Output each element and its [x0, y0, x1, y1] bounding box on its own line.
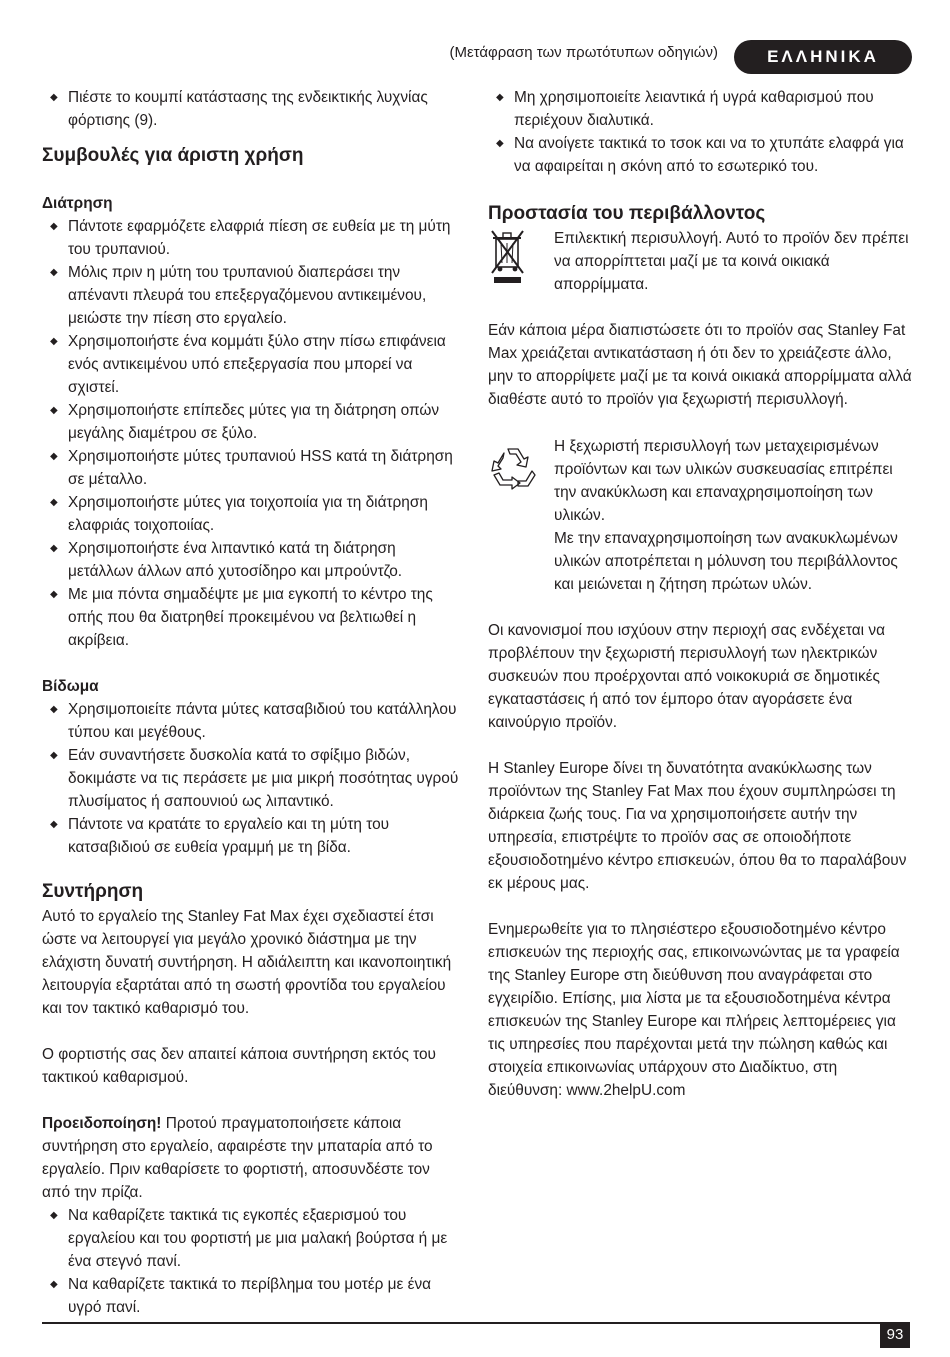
list-item: ◆ Με μια πόντα σημαδέψτε με μια εγκοπή το κέντρο της οπής που θα διατρηθεί προκειμένου να βελτιωθεί η ακρίβεια.	[42, 583, 462, 652]
recycle-text: Η ξεχωριστή περισυλλογή των μεταχειρισμένων προϊόντων και των υλικών συσκευασίας επιτρέπει την ανακύκλωση και επαναχρησιμοποίηση των υλικών.	[554, 438, 893, 524]
left-column	[42, 86, 462, 1319]
recycle-block	[488, 435, 912, 596]
list-item: ◆ Μόλις πριν η μύτη του τρυπανιού διαπεράσει την απέναντι πλευρά του επεξεργαζόμενου αντικειμένου, μειώστε την πίεση στο εργαλείο.	[42, 261, 462, 330]
bullet-icon: ◆	[50, 497, 58, 508]
bullet-icon: ◆	[50, 405, 58, 416]
warning-paragraph	[42, 1112, 462, 1204]
maintenance-paragraph: Αυτό το εργαλείο της Stanley Fat Max έχει σχεδιαστεί έτσι ώστε να λειτουργεί για μεγάλο χρονικό διάστημα με την ελάχιστη δυνατή συντήρηση. Η αδιάλειπτη και ικανοποιητική λειτουργία εξαρτάται από τη σωστή φροντίδα του εργαλείου και τον τακτικό καθαρισμό του.	[42, 908, 452, 1017]
list-item: ◆ Να καθαρίζετε τακτικά το περίβλημα του μοτέρ με ένα υγρό πανί.	[42, 1273, 462, 1319]
contact-paragraph: Ενημερωθείτε για το πλησιέστερο εξουσιοδοτημένο κέντρο επισκευών της περιοχής σας, επικοινωνώντας με τα γραφεία της Stanley Europe στη διεύθυνση που αναγράφεται στο εγχειρίδιο. Επίσης, μια λίστα με τα εξουσιοδοτημένα κέντρα επισκευών της Stanley Europe και πλήρεις λεπτομέρειες για τις υπηρεσίες που παρέχονται μετά την πώληση καθώς και στοιχεία επικοινωνίας υπάρχουν στο Διαδίκτυο, στη διεύθυνση: www.2helpU.com	[488, 921, 900, 1099]
bullet-icon: ◆	[496, 92, 504, 103]
bullet-icon: ◆	[50, 451, 58, 462]
footer-rule	[42, 1322, 908, 1324]
weee-block	[488, 227, 912, 296]
list-item: ◆ Μη χρησιμοποιείτε λειαντικά ή υγρά καθαρισμού που περιέχουν διαλυτικά.	[488, 86, 912, 132]
bullet-icon: ◆	[50, 750, 58, 761]
list-item: ◆ Χρησιμοποιήστε μύτες τρυπανιού HSS κατά τη διάτρηση σε μέταλλο.	[42, 445, 462, 491]
warning-text: Προτού πραγματοποιήσετε κάποια συντήρηση στο εργαλείο, αφαιρέστε την μπαταρία από το εργαλείο. Πριν καθαρίσετε το φορτιστή, αποσυνδέστε τον από την πρίζα.	[42, 1115, 433, 1201]
replacement-paragraph: Εάν κάποια μέρα διαπιστώσετε ότι το προϊόν σας Stanley Fat Max χρειάζεται αντικατάσταση ή ότι δεν το χρειάζεστε άλλο, μην το απορρίψετε μαζί με τα κοινά οικιακά απορρίμματα αλλά διαθέστε αυτό το προϊόν για ξεχωριστή περισυλλογή.	[488, 322, 912, 408]
regulations-paragraph: Οι κανονισμοί που ισχύουν στην περιοχή σας ενδέχεται να προβλέπουν την ξεχωριστή περισυλλογή των ηλεκτρικών συσκευών που προέρχονται από νοικοκυριά σε δημοτικές εγκαταστάσεις ή από τον έμπορο όταν αγοράσετε ένα καινούργιο προϊόν.	[488, 622, 885, 731]
list-item: ◆ Χρησιμοποιήστε επίπεδες μύτες για τη διάτρηση οπών μεγάλης διαμέτρου σε ξύλο.	[42, 399, 462, 445]
list-item: ◆ Να ανοίγετε τακτικά το τσοκ και να το χτυπάτε ελαφρά για να αφαιρείται η σκόνη από το εσωτερικό του.	[488, 132, 912, 178]
cleaning-list	[488, 86, 912, 178]
bullet-icon: ◆	[496, 138, 504, 149]
bullet-icon: ◆	[50, 336, 58, 347]
bullet-icon: ◆	[50, 819, 58, 830]
list-item: ◆ Εάν συναντήσετε δυσκολία κατά το σφίξιμο βιδών, δοκιμάστε να τις περάσετε με μια μικρή ποσότητας υγρού πλυσίματος ή σαπουνιού ως λιπαντικό.	[42, 744, 462, 813]
maintenance-heading: Συντήρηση	[42, 881, 144, 902]
list-item: ◆ Πάντοτε να κρατάτε το εργαλείο και τη μύτη του κατσαβιδιού σε ευθεία γραμμή με τη βίδα.	[42, 813, 462, 859]
screwdriving-list	[42, 698, 462, 859]
header-subtitle: (Μετάφραση των πρωτότυπων οδηγιών)	[449, 44, 718, 61]
bullet-icon: ◆	[50, 704, 58, 715]
drilling-list	[42, 215, 462, 652]
list-item: ◆ Χρησιμοποιείτε πάντα μύτες κατσαβιδιού του κατάλληλου τύπου και μεγέθους.	[42, 698, 462, 744]
list-item: ◆ Χρησιμοποιήστε μύτες για τοιχοποιία για τη διάτρηση ελαφριάς τοιχοποιίας.	[42, 491, 462, 537]
list-item: ◆ Χρησιμοποιήστε ένα κομμάτι ξύλο στην πίσω επιφάνεια ενός αντικειμένου υπό επεξεργασία που μπορεί να σχιστεί.	[42, 330, 462, 399]
list-item: ◆ Να καθαρίζετε τακτικά τις εγκοπές εξαερισμού του εργαλείου και του φορτιστή με μια μαλακή βούρτσα ή με ένα στεγνό πανί.	[42, 1204, 462, 1273]
bullet-icon: ◆	[50, 589, 58, 600]
list-item: ◆ Πιέστε το κουμπί κατάστασης της ενδεικτικής λυχνίας φόρτισης (9).	[42, 86, 462, 132]
language-badge: ΕΛΛΗΝΙΚΑ	[734, 40, 912, 74]
environment-heading: Προστασία του περιβάλλοντος	[488, 203, 766, 224]
bullet-icon: ◆	[50, 543, 58, 554]
page-number: 93	[880, 1322, 910, 1348]
drilling-heading: Διάτρηση	[42, 195, 113, 212]
bullet-icon: ◆	[50, 1279, 58, 1290]
screwdriving-heading: Βίδωμα	[42, 678, 99, 695]
maintenance-list	[42, 1204, 462, 1319]
right-column	[488, 86, 912, 1102]
intro-list	[42, 86, 462, 132]
warning-label: Προειδοποίηση!	[42, 1115, 162, 1132]
charter-paragraph: Ο φορτιστής σας δεν απαιτεί κάποια συντήρηση εκτός του τακτικού καθαρισμού.	[42, 1046, 436, 1086]
bullet-icon: ◆	[50, 267, 58, 278]
bullet-icon: ◆	[50, 92, 58, 103]
tips-heading: Συμβουλές για άριστη χρήση	[42, 145, 304, 166]
bullet-icon: ◆	[50, 1210, 58, 1221]
crossed-bin-icon	[488, 227, 528, 285]
weee-text: Επιλεκτική περισυλλογή. Αυτό το προϊόν δεν πρέπει να απορρίπτεται μαζί με τα κοινά οικιακά απορρίμματα.	[554, 230, 909, 293]
bullet-icon: ◆	[50, 221, 58, 232]
recycle-icon	[488, 445, 538, 491]
recycle-text-2: Με την επαναχρησιμοποίηση των ανακυκλωμένων υλικών αποτρέπεται η μόλυνση του περιβάλλοντος και μειώνεται η ζήτηση πρώτων υλών.	[554, 530, 898, 593]
service-paragraph: Η Stanley Europe δίνει τη δυνατότητα ανακύκλωσης των προϊόντων της Stanley Fat Max που έχουν συμπληρώσει τη διάρκεια ζωής τους. Για να χρησιμοποιήσετε αυτήν την υπηρεσία, επιστρέψτε το προϊόν σας σε οποιοδήποτε εξουσιοδοτημένο κέντρο επισκευών, όπου θα το παραλάβουν εκ μέρους μας.	[488, 760, 907, 892]
list-item: ◆ Χρησιμοποιήστε ένα λιπαντικό κατά τη διάτρηση μετάλλων άλλων από χυτοσίδηρο και μπρούντζο.	[42, 537, 462, 583]
list-item: ◆ Πάντοτε εφαρμόζετε ελαφριά πίεση σε ευθεία με τη μύτη του τρυπανιού.	[42, 215, 462, 261]
